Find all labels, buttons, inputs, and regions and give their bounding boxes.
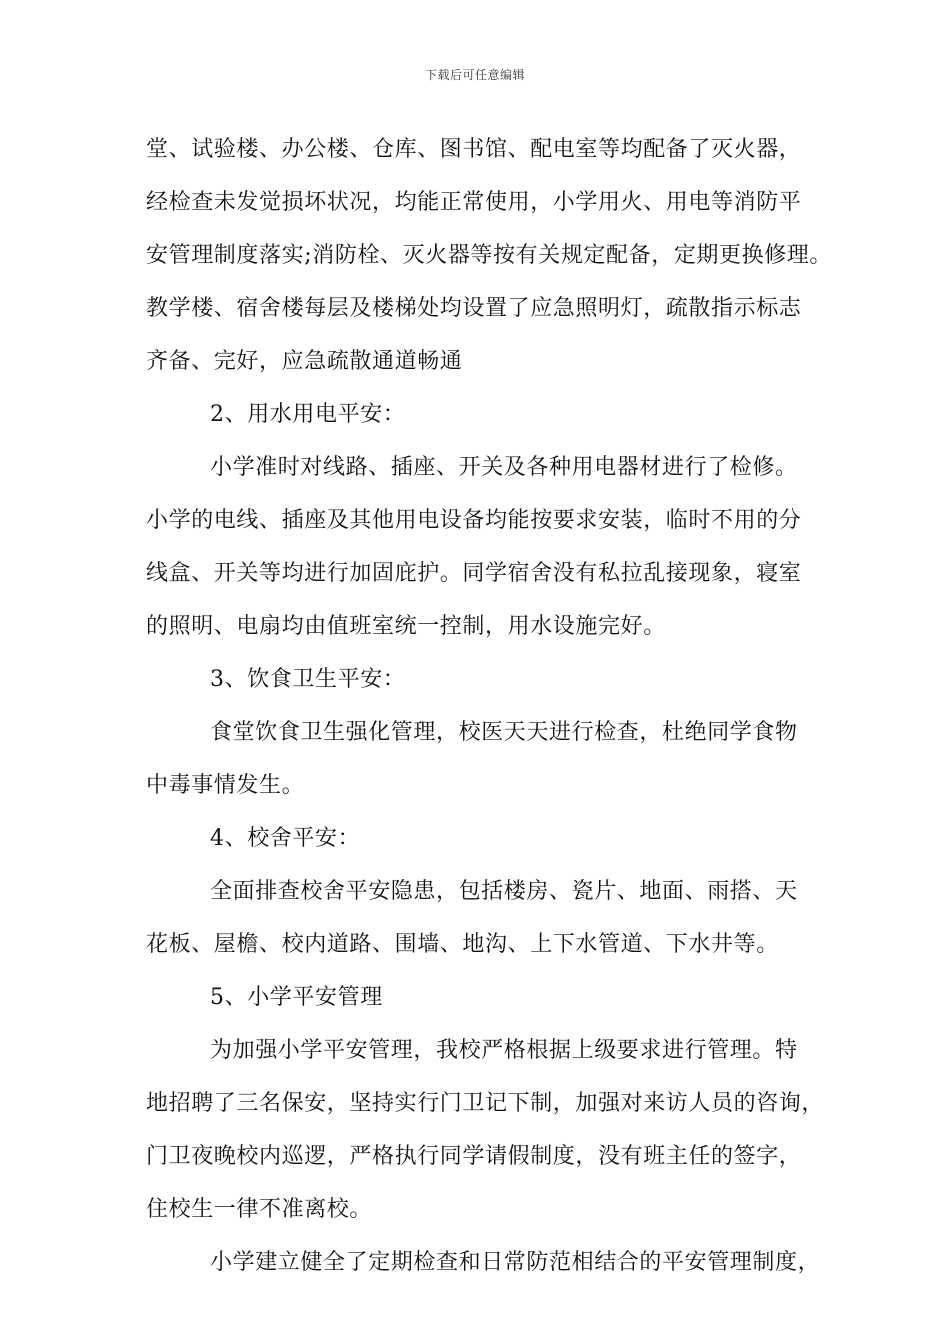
section-heading-water-electric: 2、用水用电平安： [210,402,406,427]
body-line: 安管理制度落实;消防栓、灭火器等按有关规定配备，定期更换修理。 [146,243,833,268]
section-heading-school-buildings: 4、校舍平安： [210,826,361,851]
body-line: 小学准时对线路、插座、开关及各种用电器材进行了检修。 [210,455,798,480]
body-line: 小学建立健全了定期检查和日常防范相结合的平安管理制度， [210,1250,821,1275]
body-line: 全面排查校舍平安隐患，包括楼房、瓷片、地面、雨搭、天 [210,879,798,904]
body-line: 花板、屋檐、校内道路、围墙、地沟、上下水管道、下水井等。 [146,932,779,957]
section-heading-food-safety: 3、饮食卫生平安： [210,667,406,692]
body-line: 教学楼、宿舍楼每层及楼梯处均设置了应急照明灯，疏散指示标志 [146,296,802,321]
body-line: 食堂饮食卫生强化管理，校医天天进行检查，杜绝同学食物 [210,720,798,745]
body-line: 为加强小学平安管理，我校严格根据上级要求进行管理。特 [210,1038,798,1063]
page-header: 下载后可任意编辑 [424,68,525,82]
section-heading-school-management: 5、小学平安管理 [210,985,383,1010]
body-line: 门卫夜晚校内巡逻，严格执行同学请假制度，没有班主任的签字， [146,1144,802,1169]
body-line: 中毒事情发生。 [146,773,305,798]
body-line: 的照明、电扇均由值班室统一控制，用水设施完好。 [146,614,666,639]
body-line: 堂、试验楼、办公楼、仓库、图书馆、配电室等均配备了灭火器， [146,137,802,162]
body-line: 小学的电线、插座及其他用电设备均能按要求安装，临时不用的分 [146,508,802,533]
body-line: 住校生一律不准离校。 [146,1197,373,1222]
body-line: 地招聘了三名保安，坚持实行门卫记下制，加强对来访人员的咨询， [146,1091,825,1116]
document-body [146,130,836,1296]
body-line: 经检查未发觉损坏状况，均能正常使用，小学用火、用电等消防平 [146,190,802,215]
body-line: 齐备、完好，应急疏散通道畅通 [146,349,463,374]
body-line: 线盒、开关等均进行加固庇护。同学宿舍没有私拉乱接现象，寝室 [146,561,802,586]
